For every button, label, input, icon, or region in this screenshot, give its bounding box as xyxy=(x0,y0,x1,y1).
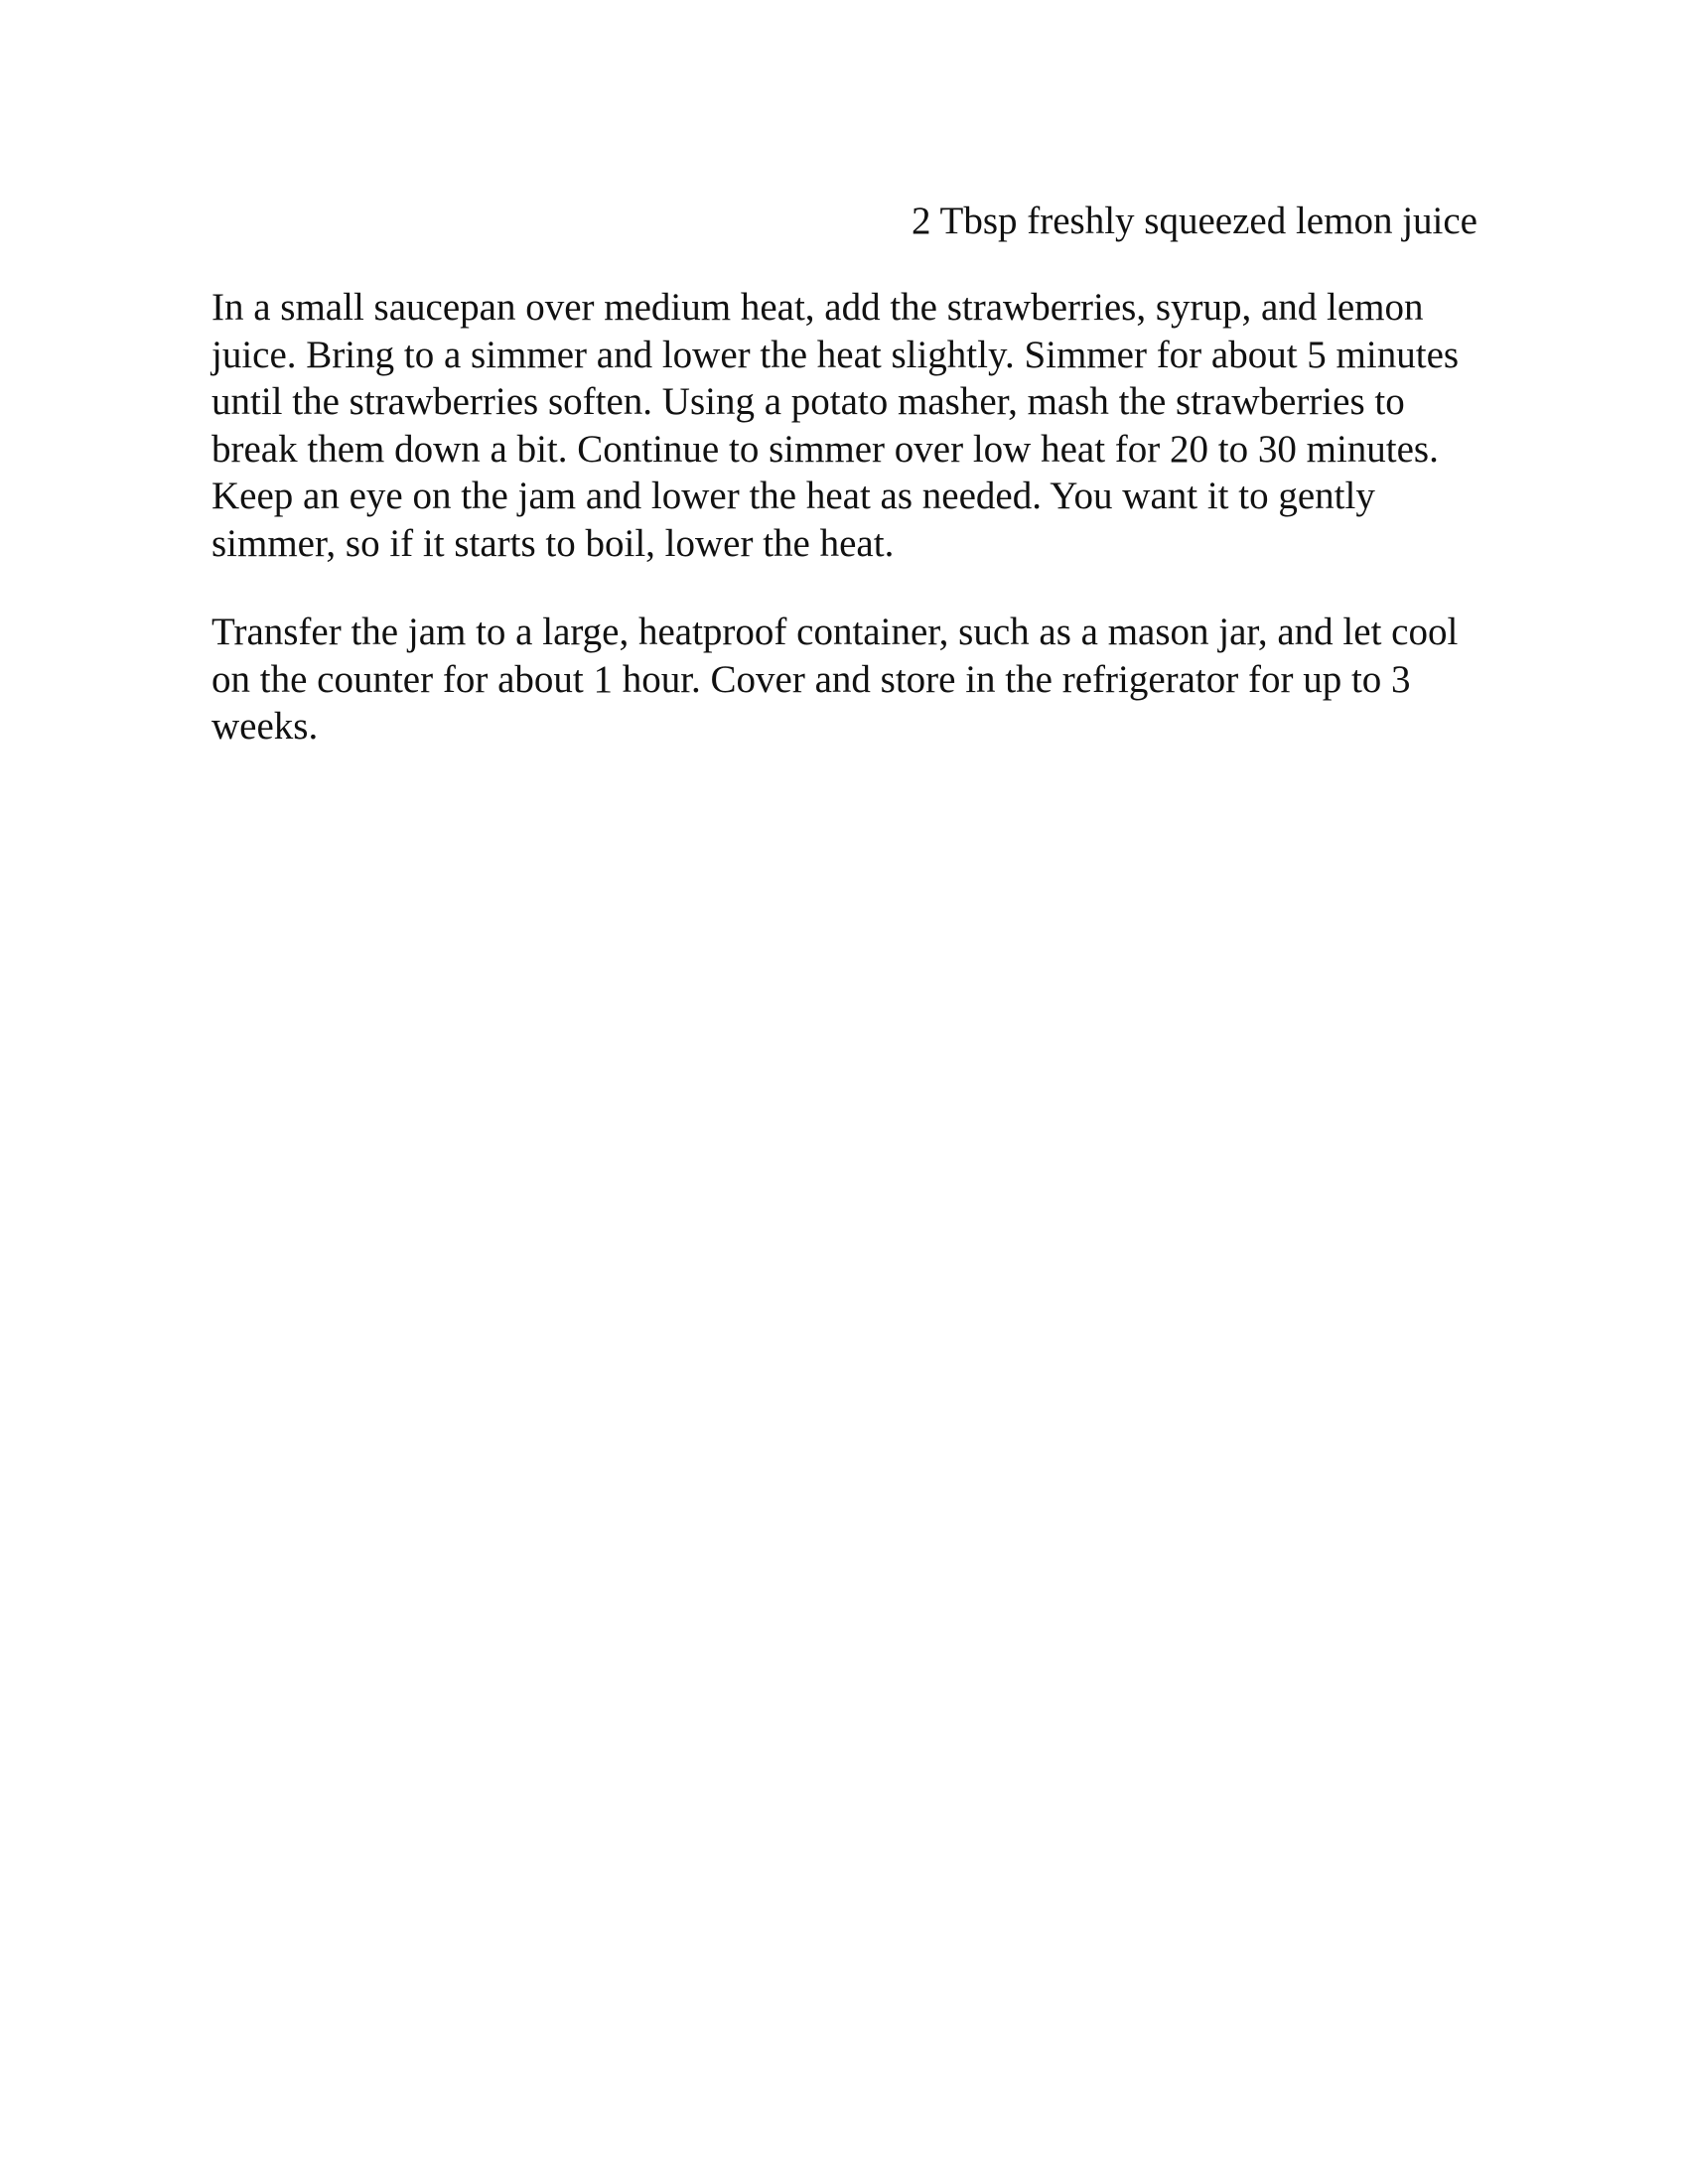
instruction-paragraph-cooking: In a small saucepan over medium heat, add the strawberries, syrup, and lemon juice. Bring to a simmer and lower the heat slightly. Simmer for about 5 minutes until the strawberries soften. Using a potato masher, mash the strawberries to break them down a bit. Continue to simmer over low heat for 20 to 30 minutes. Keep an eye on the jam and lower the heat as needed. You want it to gently simmer, so if it starts to boil, lower the heat. xyxy=(211,286,1460,565)
instruction-paragraph-storage: Transfer the jam to a large, heatproof container, such as a mason jar, and let cool on the counter for about 1 hour. Cover and store in the refrigerator for up to 3 weeks. xyxy=(211,611,1459,748)
ingredient-line: 2 Tbsp freshly squeezed lemon juice xyxy=(911,200,1477,242)
document-body xyxy=(211,197,1477,751)
